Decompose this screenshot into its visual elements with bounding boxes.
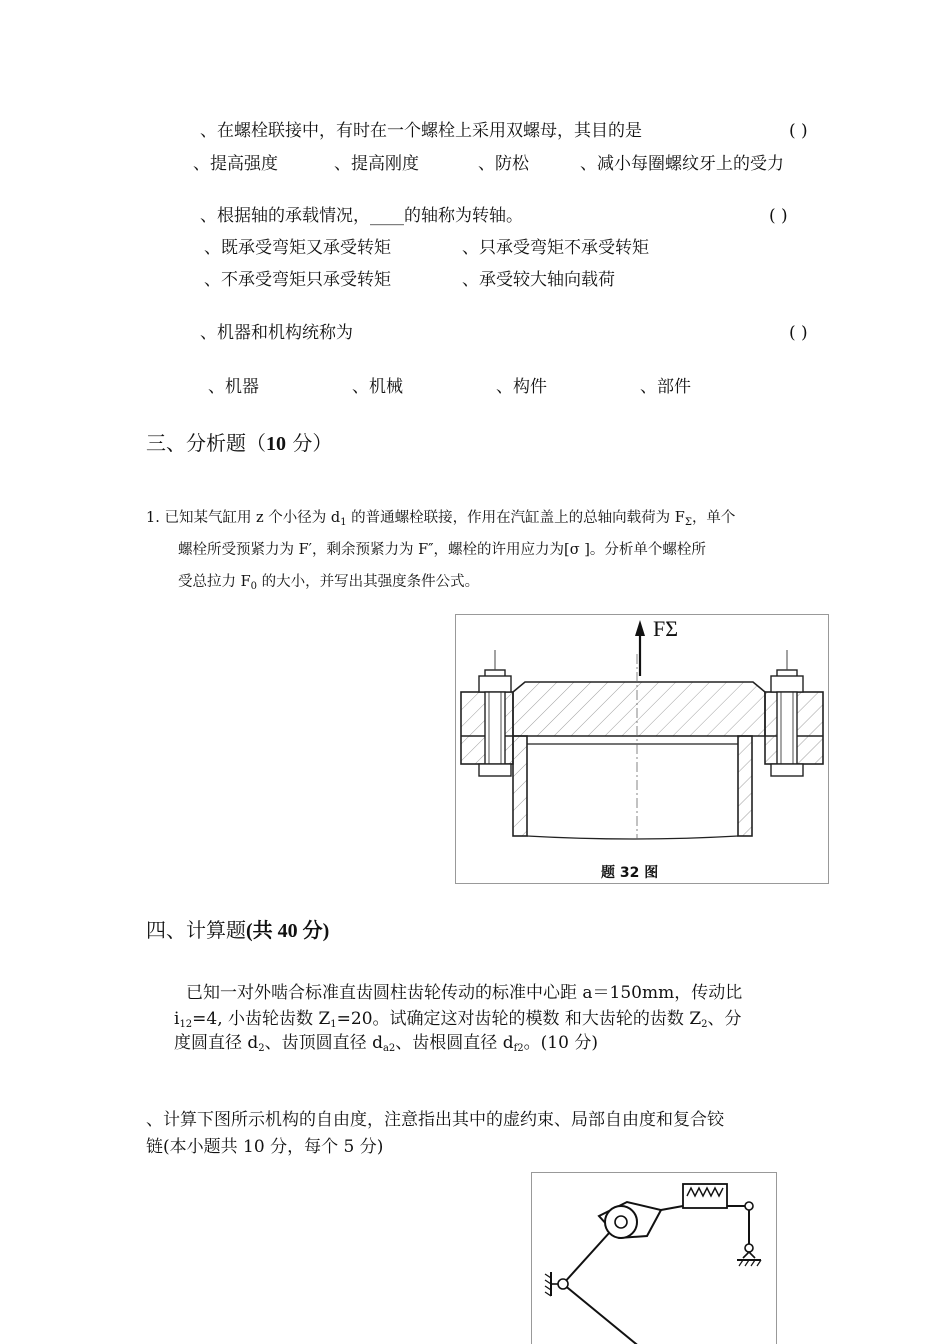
section-3-heading: 三、分析题（10 分） [146,431,333,455]
figure-32-cylinder-bolt [455,614,829,884]
force-label: FΣ [653,616,679,641]
option-d: 、减小每圈螺纹牙上的受力 [580,154,784,174]
option-c: 、不承受弯矩只承受转矩 [204,270,391,290]
question-bolt-stem: 、在螺栓联接中，有时在一个螺栓上采用双螺母，其目的是 [200,121,642,141]
option-a: 、既承受弯矩又承受转矩 [204,238,391,258]
option-b: 、机械 [352,377,403,397]
option-b: 、提高刚度 [334,154,419,174]
calc1-line-2: $i_{12}=4$, 小齿轮齿数 $Z_1=20$。试确定这对齿轮的模数 和大齿轮的齿数 $Z_2$、分 [174,1009,742,1030]
calc2-line-1: 、计算下图所示机构的自由度，注意指出其中的虚约束、局部自由度和复合铰 [146,1110,724,1130]
analysis-line-3: 受总拉力 $F_0$ 的大小，并写出其强度条件公式。 [178,574,480,592]
option-c: 、防松 [478,154,529,174]
question-machine-stem: 、机器和机构统称为 [200,323,353,343]
calc1-line-1: 已知一对外啮合标准直齿圆柱齿轮传动的标准中心距 a＝150mm，传动比 [186,983,743,1003]
answer-paren: ( ) [769,206,788,226]
question-shaft-stem: 、根据轴的承载情况，____的轴称为转轴。 [200,206,523,226]
answer-paren: ( ) [789,121,808,141]
calc1-line-3: 度圆直径 $d_2$、齿顶圆直径 $d_{a2}$、齿根圆直径 $d_{f2}$。(10 分) [174,1033,598,1054]
option-c: 、构件 [496,377,547,397]
option-b: 、只承受弯矩不承受转矩 [462,238,649,258]
figure-caption: 题 32 图 [601,865,659,881]
option-d: 、承受较大轴向载荷 [462,270,615,290]
option-d: 、部件 [640,377,691,397]
option-a: 、提高强度 [193,154,278,174]
analysis-line-1: 1. 已知某气缸用 z 个小径为 $d_1$ 的普通螺栓联接，作用在汽缸盖上的总轴向载荷为 $F_\Sigma$，单个 [146,510,736,528]
answer-paren: ( ) [789,323,808,343]
analysis-line-2: 螺栓所受预紧力为 F′，剩余预紧力为 F″，螺栓的许用应力为[σ ]。分析单个螺栓所 [178,542,706,558]
calc2-line-2: 链(本小题共 10 分，每个 5 分) [146,1137,384,1157]
section-4-heading: 四、计算题(共 40 分) [146,918,330,942]
mechanism-figure [531,1172,777,1344]
option-a: 、机器 [208,377,259,397]
